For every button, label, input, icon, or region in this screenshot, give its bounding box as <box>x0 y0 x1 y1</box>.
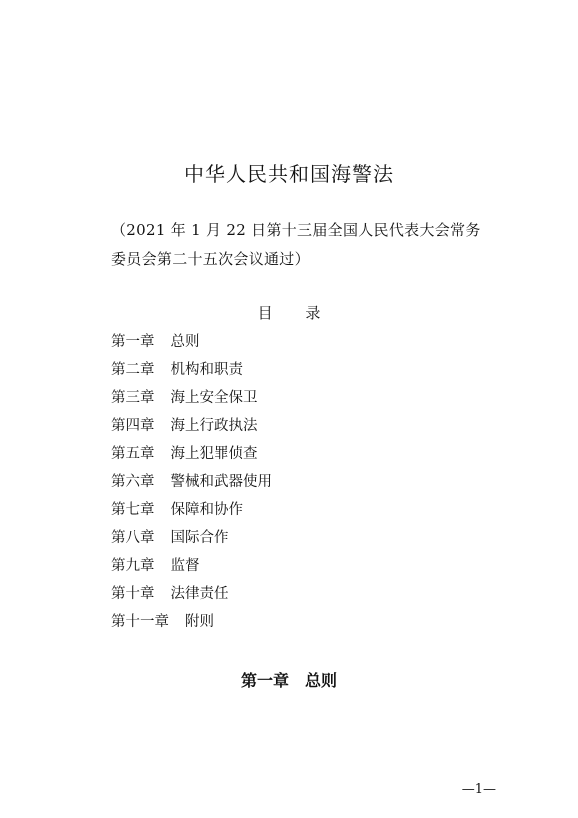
toc-chapter-name: 海上行政执法 <box>170 418 258 434</box>
toc-item <box>111 384 272 412</box>
toc-chapter-name: 附则 <box>185 614 214 630</box>
toc-chapter-number: 第十章 <box>111 586 155 602</box>
toc-item <box>111 552 272 580</box>
toc-chapter-name: 海上犯罪侦查 <box>170 446 258 462</box>
chapter-heading-name: 总则 <box>305 671 338 690</box>
toc-item <box>111 608 272 636</box>
toc-item <box>111 412 272 440</box>
toc-chapter-name: 警械和武器使用 <box>170 474 272 490</box>
toc-chapter-number: 第五章 <box>111 446 155 462</box>
toc-item <box>111 580 272 608</box>
toc-item <box>111 356 272 384</box>
toc-chapter-name: 海上安全保卫 <box>170 390 258 406</box>
toc-chapter-name: 机构和职责 <box>170 362 243 378</box>
toc-chapter-name: 监督 <box>170 558 200 574</box>
toc-chapter-number: 第四章 <box>111 418 155 434</box>
toc-heading <box>0 302 578 323</box>
table-of-contents <box>111 328 272 636</box>
chapter-heading <box>0 668 578 691</box>
chapter-heading-number: 第一章 <box>240 671 289 690</box>
adoption-note: （2021 年 1 月 22 日第十三届全国人民代表大会常务委员会第二十五次会议通过） <box>111 221 481 268</box>
toc-chapter-name: 国际合作 <box>170 530 229 546</box>
page-number: —1— <box>461 782 496 797</box>
document-title: 中华人民共和国海警法 <box>184 162 394 186</box>
toc-heading-right: 录 <box>305 304 321 322</box>
toc-chapter-number: 第一章 <box>111 334 155 350</box>
toc-chapter-number: 第三章 <box>111 390 155 406</box>
toc-chapter-number: 第二章 <box>111 362 155 378</box>
toc-heading-left: 目 <box>257 304 273 322</box>
toc-chapter-number: 第九章 <box>111 558 155 574</box>
toc-item <box>111 524 272 552</box>
toc-item <box>111 496 272 524</box>
toc-chapter-number: 第七章 <box>111 502 155 518</box>
toc-chapter-name: 保障和协作 <box>170 502 243 518</box>
toc-chapter-number: 第十一章 <box>111 614 169 630</box>
toc-chapter-number: 第六章 <box>111 474 155 490</box>
toc-item <box>111 440 272 468</box>
toc-chapter-name: 总则 <box>170 334 200 350</box>
toc-item <box>111 328 272 356</box>
toc-chapter-name: 法律责任 <box>170 586 229 602</box>
toc-item <box>111 468 272 496</box>
toc-chapter-number: 第八章 <box>111 530 155 546</box>
